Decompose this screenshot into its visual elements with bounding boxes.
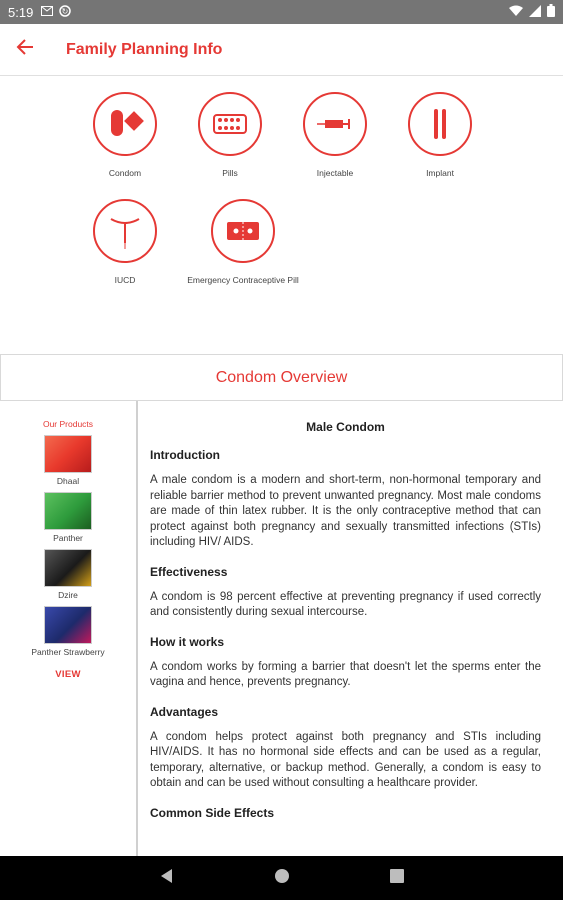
emergency-pill-icon xyxy=(211,199,275,263)
product-thumbnail xyxy=(44,606,92,644)
home-circle-icon[interactable] xyxy=(274,868,290,889)
app-bar xyxy=(0,24,563,76)
wifi-icon xyxy=(509,5,523,20)
method-label: Pills xyxy=(222,168,238,178)
section-heading: Effectiveness xyxy=(150,564,228,579)
pills-icon xyxy=(198,92,262,156)
product-name: Panther Strawberry xyxy=(31,647,105,657)
back-triangle-icon[interactable] xyxy=(160,868,174,889)
battery-icon xyxy=(547,4,555,20)
section-text: A male condom is a modern and short-term, non-hormonal temporary and reliable barrier method to prevent unwanted pregnancy. Most male condoms are made of thin latex rubber. It is the only contraceptive method that can protect against both pregnancy and sexually transmitted infections (STIs) including HIV/ AIDS. xyxy=(150,474,541,548)
section-text: A condom helps protect against both pregnancy and STIs including HIV/AIDS. It has no hormonal side effects and can be used as a regular, temporary, alternative, or backup method. Generally, a condom is easy to obtain and can be used without consulting a healthcare provider. xyxy=(150,730,541,789)
implant-icon xyxy=(408,92,472,156)
product-thumbnail xyxy=(44,435,92,473)
product-name: Dhaal xyxy=(56,476,80,486)
method-implant[interactable] xyxy=(375,92,505,178)
product-item[interactable] xyxy=(0,492,136,543)
overview-header xyxy=(0,354,563,401)
product-thumbnail xyxy=(44,492,92,530)
method-label: IUCD xyxy=(114,275,136,285)
method-label: Injectable xyxy=(316,168,354,178)
products-sidebar xyxy=(0,401,138,856)
gmail-icon xyxy=(41,5,53,19)
view-products-link[interactable]: VIEW xyxy=(55,669,81,680)
product-item[interactable] xyxy=(0,606,136,657)
section-heading: Advantages xyxy=(150,704,219,719)
status-time: 5:19 xyxy=(8,4,34,20)
product-name: Dzire xyxy=(58,590,78,600)
condom-icon xyxy=(93,92,157,156)
system-nav-bar xyxy=(0,856,563,900)
recents-square-icon[interactable] xyxy=(390,869,404,888)
signal-icon xyxy=(529,5,541,20)
products-heading: Our Products xyxy=(42,419,94,429)
method-label: Condom xyxy=(108,168,142,178)
section-heading: Introduction xyxy=(150,448,220,462)
method-label: Implant xyxy=(426,168,454,178)
page-title: Family Planning Info xyxy=(66,40,223,58)
section-heading: How it works xyxy=(150,634,225,649)
svg-text:↻: ↻ xyxy=(61,6,69,16)
sync-icon xyxy=(59,5,71,20)
section-heading: Common Side Effects xyxy=(150,805,275,820)
product-name: Panther xyxy=(53,533,83,543)
status-bar xyxy=(0,0,563,24)
method-label: Emergency Contraceptive Pill xyxy=(187,275,299,285)
detail-section xyxy=(0,401,563,856)
section-text: A condom works by forming a barrier that doesn't let the sperms enter the vagina and hence, prevents pregnancy. xyxy=(150,660,541,688)
method-iucd[interactable] xyxy=(60,199,190,285)
overview-title: Condom Overview xyxy=(215,368,348,386)
article-content xyxy=(150,401,541,856)
syringe-icon xyxy=(303,92,367,156)
arrow-left-icon xyxy=(16,39,34,60)
product-thumbnail xyxy=(44,549,92,587)
product-item[interactable] xyxy=(0,549,136,600)
back-button[interactable] xyxy=(0,24,50,76)
article-title: Male Condom xyxy=(306,420,385,434)
method-emergency-pill[interactable] xyxy=(178,199,308,285)
iucd-icon xyxy=(93,199,157,263)
section-text: A condom is 98 percent effective at preventing pregnancy if used correctly and consistently during sexual intercourse. xyxy=(150,590,541,618)
product-item[interactable] xyxy=(0,435,136,486)
